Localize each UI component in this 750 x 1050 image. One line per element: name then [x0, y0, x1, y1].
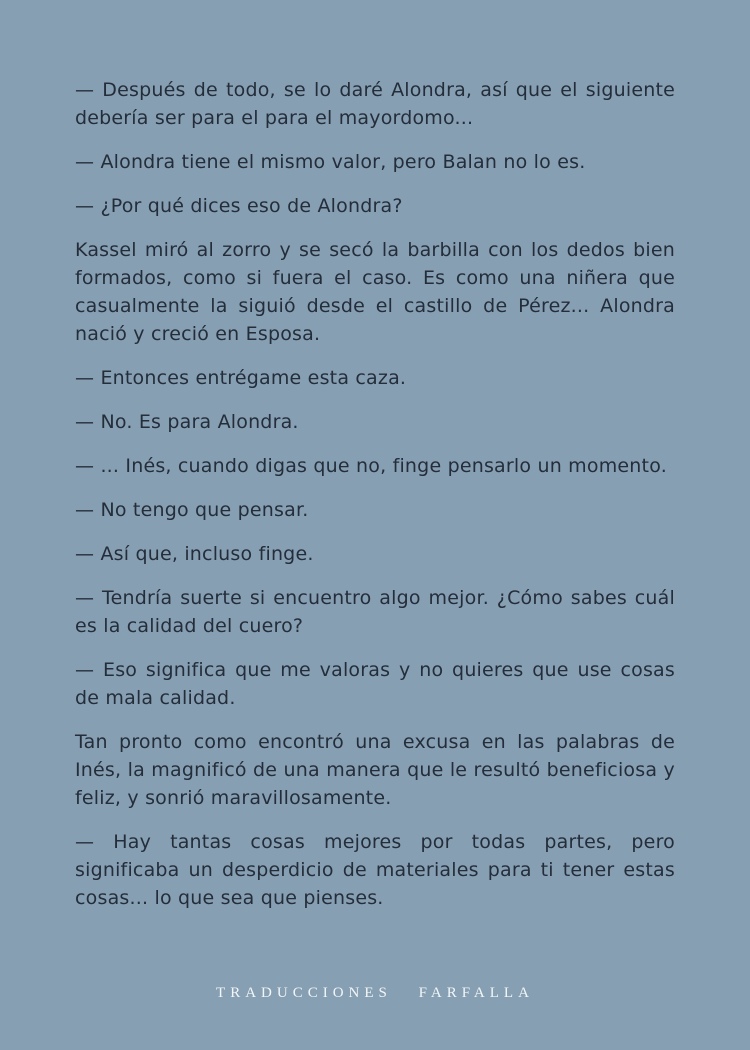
dialogue-paragraph: — Alondra tiene el mismo valor, pero Balan no lo es.	[75, 151, 586, 173]
dialogue-paragraph: — Así que, incluso finge.	[75, 543, 314, 565]
dialogue-paragraph: — Después de todo, se lo daré Alondra, así que el siguiente debería ser para el para el mayordomo...	[75, 79, 675, 129]
dialogue-paragraph: — Eso significa que me valoras y no quieres que use cosas de mala calidad.	[75, 659, 675, 709]
narration-paragraph: Kassel miró al zorro y se secó la barbilla con los dedos bien formados, como si fuera el caso. Es como una niñera que casualmente la siguió desde el castillo de Pérez... Alondra nació y creció en Esposa.	[75, 239, 675, 345]
narration-paragraph: Tan pronto como encontró una excusa en las palabras de Inés, la magnificó de una manera que le resultó beneficiosa y feliz, y sonrió maravillosamente.	[75, 731, 675, 809]
dialogue-paragraph: — ¿Por qué dices eso de Alondra?	[75, 195, 403, 217]
dialogue-paragraph: — ... Inés, cuando digas que no, finge pensarlo un momento.	[75, 455, 667, 477]
dialogue-paragraph: — Entonces entrégame esta caza.	[75, 367, 407, 389]
dialogue-paragraph: — No tengo que pensar.	[75, 499, 309, 521]
dialogue-paragraph: — Hay tantas cosas mejores por todas partes, pero significaba un desperdicio de materiales para ti tener estas cosas... lo que sea que pienses.	[75, 831, 675, 909]
story-text	[75, 76, 675, 965]
dialogue-paragraph: — Tendría suerte si encuentro algo mejor. ¿Cómo sabes cuál es la calidad del cuero?	[75, 587, 675, 637]
dialogue-paragraph: — No. Es para Alondra.	[75, 411, 299, 433]
translator-credit: TRADUCCIONES FARFALLA	[216, 985, 534, 1001]
